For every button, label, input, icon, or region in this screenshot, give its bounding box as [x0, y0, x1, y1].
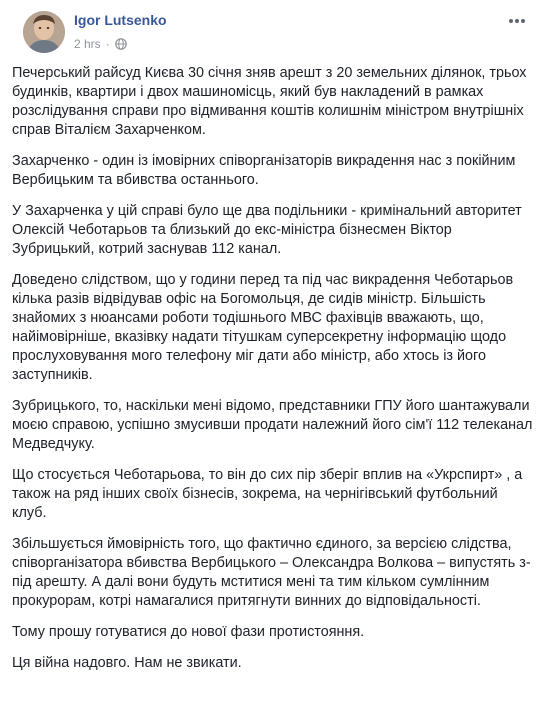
post-paragraph: Ця війна надовго. Нам не звикати.	[12, 655, 242, 671]
post-header	[12, 0, 545, 64]
post-paragraph: У Захарченка у цій справі було ще два подільники - кримінальний авторитет Олексій Чеботарьов та близький до екс-міністра бізнесмен Віктор Зубрицький, котрий заснував 112 канал.	[12, 203, 522, 257]
post-paragraph: Захарченко - один із імовірних співорганізаторів викрадення нас з покійним Вербицьким та вбивства останнього.	[12, 153, 516, 188]
post-paragraph: Тому прошу готуватися до нової фази протистояння.	[12, 624, 365, 640]
meta-separator: ·	[105, 37, 110, 51]
post-paragraph: Доведено слідством, що у години перед та під час викрадення Чеботарьов кілька разів відвідував офіс на Богомольця, де сидів міністр. Більшість знайомих з нюансами роботи тодішнього МВС фахівців вважають, що, найімовірніше, вказівку надати тітушкам суперсекретну інформацію щодо прослуховування мого телефону міг дати або міністр, або хтось із його заступників.	[12, 272, 514, 383]
post-paragraph: Зубрицького, то, наскільки мені відомо, представники ГПУ його шантажували моєю справою, успішно змусивши продати належний його сім'ї 112 телеканал Медведчуку.	[12, 398, 533, 452]
post-paragraph: Збільшується ймовірність того, що фактично єдиного, за версією слідства, співорганізатора вбивства Вербицького – Олександра Волкова – випустять з-під арешту. А далі вони будуть мститися мені та тим кільком сумлінним прокурорам, котрі намагалися притягнути винних до відповідальності.	[12, 536, 531, 609]
post-paragraph: Що стосується Чеботарьова, то він до сих пір зберіг вплив на «Укрспирт» , а також на ряд інших своїх бізнесів, зокрема, на чернігівський футбольний клуб.	[12, 467, 523, 521]
more-horizontal-icon[interactable]	[507, 14, 527, 26]
author-name-link[interactable]: Igor Lutsenko	[74, 12, 167, 28]
post-timestamp[interactable]: 2 hrs	[74, 37, 101, 51]
post-paragraph: Печерський райсуд Києва 30 січня зняв арешт з 20 земельних ділянок, трьох будинків, квартири і двох машиномісць, який був накладений в рамках розслідування справи про відмивання коштів колишнім міністром внутрішніх справ Віталієм Захарченком.	[12, 65, 527, 138]
post-meta	[74, 37, 127, 51]
post-body	[12, 64, 535, 685]
globe-icon[interactable]	[115, 38, 127, 50]
avatar[interactable]	[23, 11, 65, 53]
